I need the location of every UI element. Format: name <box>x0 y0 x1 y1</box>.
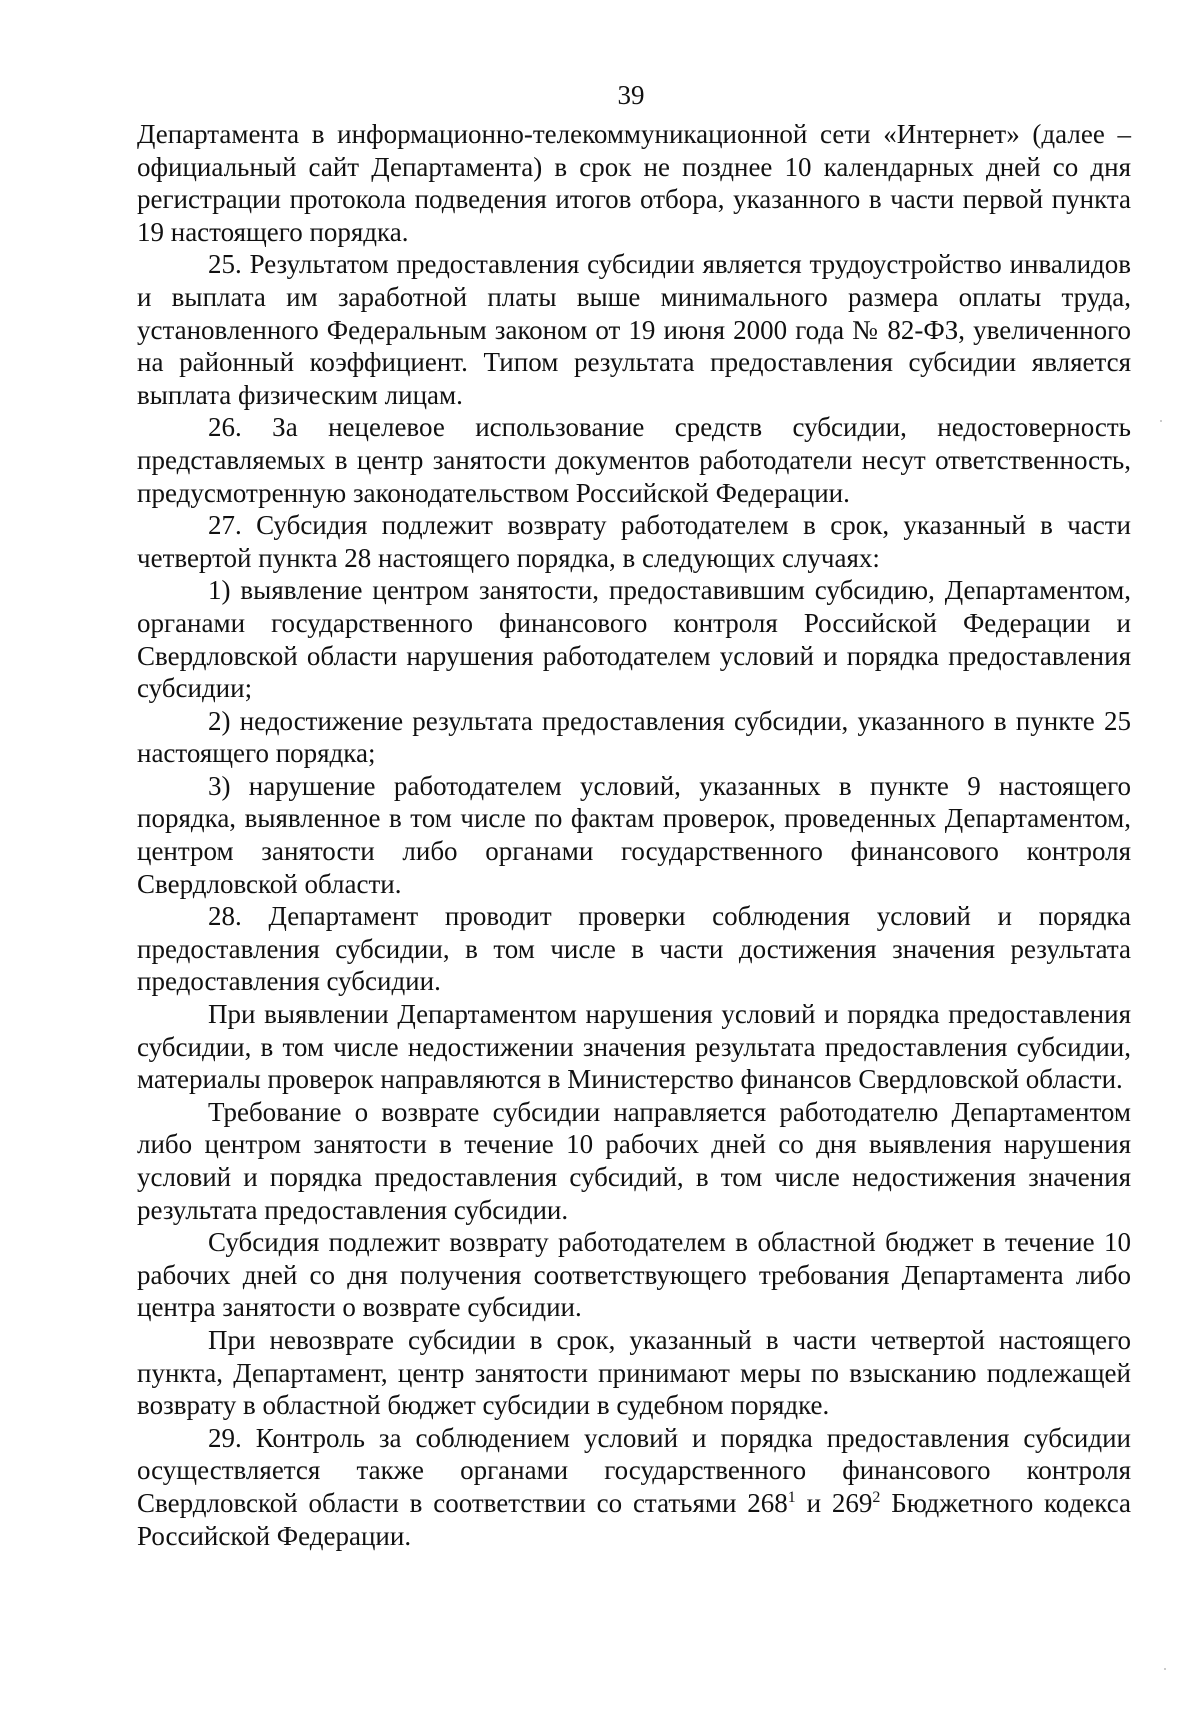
paragraph-27: 27. Субсидия подлежит возврату работодателем в срок, указанный в части четвертой пункта 28 настоящего порядка, в следующих случаях: <box>137 510 1131 573</box>
paragraph-28-part-4: Субсидия подлежит возврату работодателем в областной бюджет в течение 10 рабочих дней со дня получения соответствующего требования Департамента либо центра занятости о возврате субсидии. <box>137 1227 1131 1323</box>
paragraph-28-part-2: При выявлении Департаментом нарушения условий и порядка предоставления субсидии, в том числе недостижении значения результата предоставления субсидии, материалы проверок направляются в Министерство финансов Свердловской области. <box>137 999 1131 1095</box>
paragraph-27-item-3: 3) нарушение работодателем условий, указанных в пункте 9 настоящего порядка, выявленное в том числе по фактам проверок, проведенных Департаментом, центром занятости либо органами государственного финансового контроля Свердловской области. <box>137 770 1131 899</box>
paragraph-28-part-5: При невозврате субсидии в срок, указанный в части четвертой настоящего пункта, Департамент, центр занятости принимают меры по взысканию подлежащей возврату в областной бюджет субсидии в судебном порядке. <box>137 1324 1131 1421</box>
superscript-2: 2 <box>872 1488 881 1506</box>
paragraph-28: 28. Департамент проводит проверки соблюдения условий и порядка предоставления субсидии, в том числе в части достижения значения результата предоставления субсидии. <box>137 901 1131 997</box>
scan-speck <box>1160 420 1162 422</box>
paragraph-continuation: Департамента в информационно-телекоммуникационной сети «Интернет» (далее – официальный сайт Департамента) в срок не позднее 10 календарных дней со дня регистрации протокола подведения итогов отбора, указанного в части первой пункта 19 настоящего порядка. <box>137 119 1131 247</box>
paragraph-25: 25. Результатом предоставления субсидии является трудоустройство инвалидов и выплата им заработной платы выше минимального размера оплаты труда, установленного Федеральным законом от 19 июня 2000 года № 82-ФЗ, увеличенного на районный коэффициент. Типом результата предоставления субсидии является выплата физическим лицам. <box>137 249 1131 410</box>
paragraph-26: 26. За нецелевое использование средств субсидии, недостоверность представляемых в центр занятости документов работодатели несут ответственность, предусмотренную законодательством Российской Федерации. <box>137 412 1131 508</box>
paragraph-29-text-2: и 269 <box>795 1487 873 1518</box>
paragraph-28-part-3: Требование о возврате субсидии направляется работодателю Департаментом либо центром занятости в течение 10 рабочих дней со дня выявления нарушения условий и порядка предоставления субсидий, в том числе недостижения значения результата предоставления субсидии. <box>137 1096 1131 1225</box>
paragraph-27-item-1: 1) выявление центром занятости, предоставившим субсидию, Департаментом, органами государственного финансового контроля Российской Федерации и Свердловской области нарушения работодателем условий и порядка предоставления субсидии; <box>137 575 1131 704</box>
document-body <box>137 118 1131 1552</box>
paragraph-29-text-1: 29. Контроль за соблюдением условий и порядка предоставления субсидии осуществляется также органами государственного финансового контроля Свердловской области в соответствии со статьями 268 <box>137 1422 1131 1518</box>
paragraph-29-text-3: Бюджетного кодекса Российской Федерации. <box>137 1487 1131 1551</box>
superscript-1: 1 <box>787 1488 796 1506</box>
scan-speck <box>1164 1668 1166 1670</box>
page-number: 39 <box>617 80 645 110</box>
paragraph-29 <box>137 1422 1131 1552</box>
paragraph-27-item-2: 2) недостижение результата предоставления субсидии, указанного в пункте 25 настоящего порядка; <box>137 705 1131 769</box>
